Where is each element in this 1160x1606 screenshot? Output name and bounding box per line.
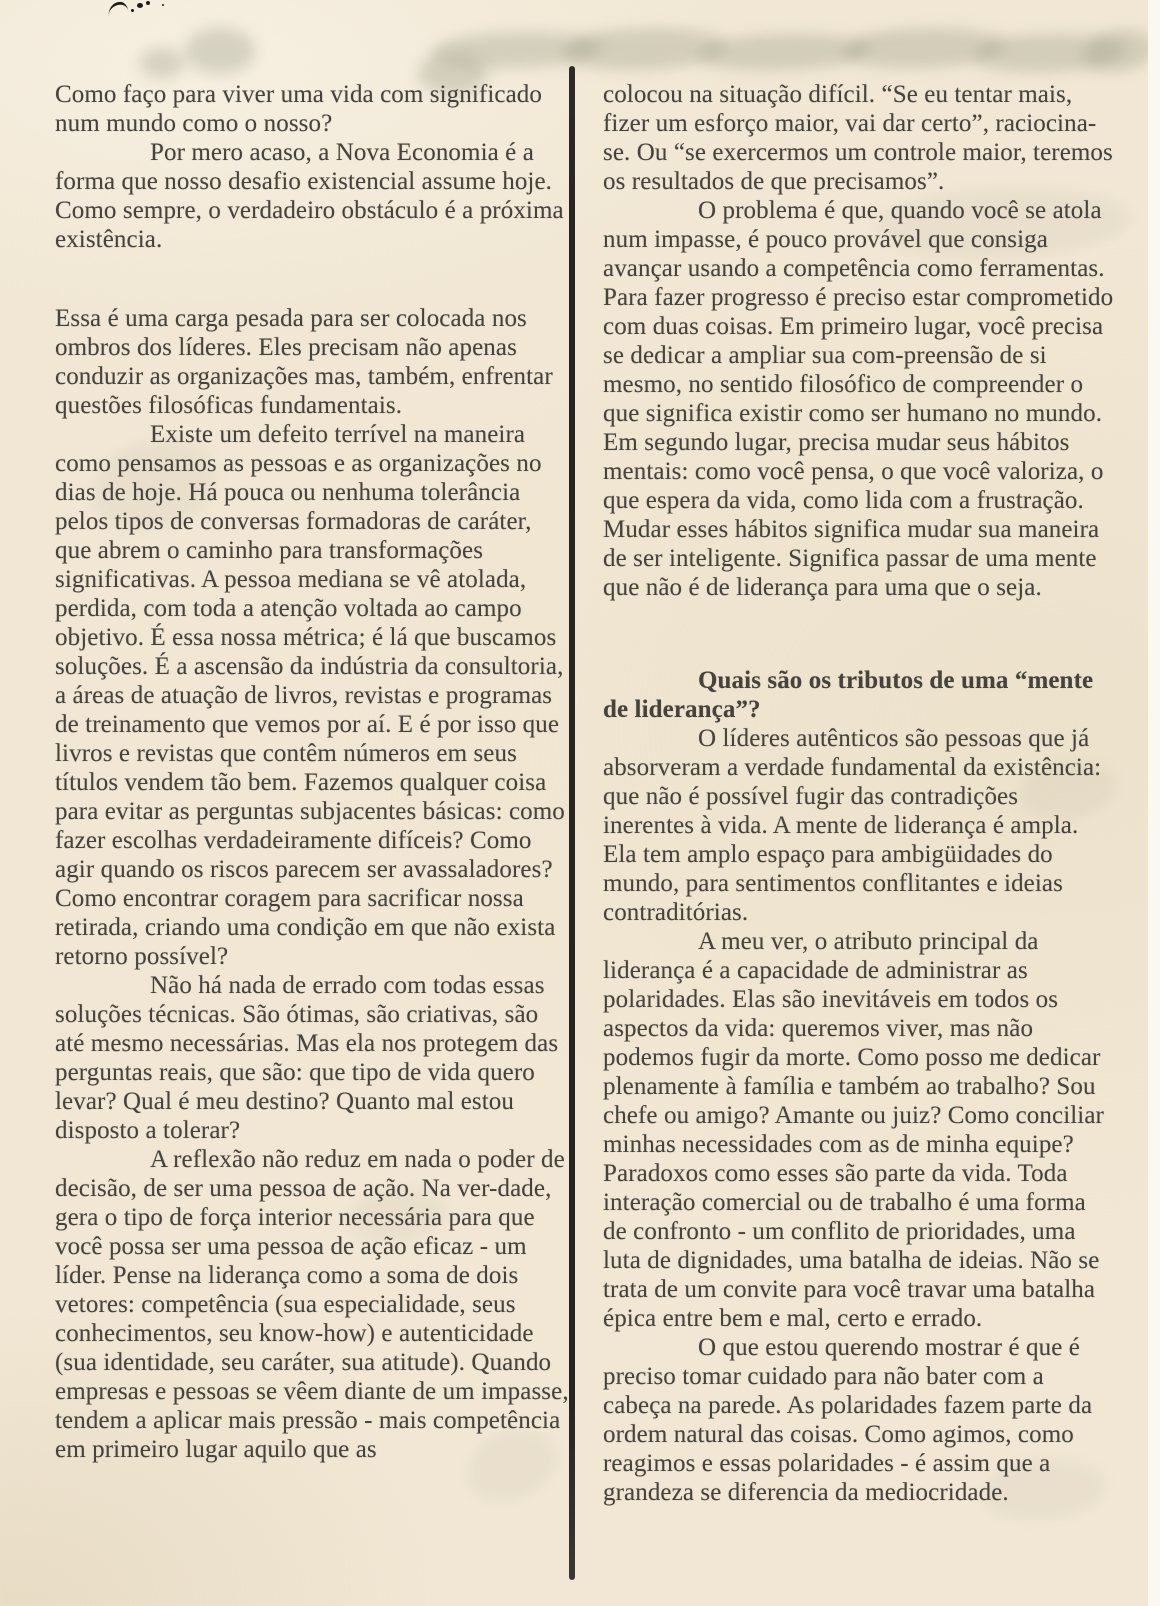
body-paragraph: colocou na situação difícil. “Se eu tentar mais, fizer um esforço maior, vai dar certo”, raciocina-se. Ou “se exercermos um controle maior, teremos os resultados de que precisamos”. [603, 81, 1113, 195]
bleedthrough-smudge [185, 28, 255, 74]
ink-speck [137, 3, 143, 8]
interview-question-heading: Quais são os tributos de uma “mente de liderança”? [603, 667, 1094, 723]
left-text-column [55, 80, 569, 1464]
bleedthrough-smudge [140, 48, 184, 78]
scan-edge-strip [1148, 0, 1160, 1606]
body-paragraph: Existe um defeito terrível na maneira como pensamos as pessoas e as organizações no dias de hoje. Há pouca ou nenhuma tolerância pelos tipos de conversas formadoras de caráter, que abrem o caminho para transformações significativas. A pessoa mediana se vê atolada, perdida, com toda a atenção voltada ao campo objetivo. É essa nossa métrica; é lá que buscamos soluções. É a ascensão da indústria da consultoria, a áreas de atuação de livros, revistas e programas de treinamento que vemos por aí. E é por isso que livros e revistas que contêm números em seus títulos vendem tão bem. Fazemos qualquer coisa para evitar as perguntas subjacentes básicas: como fazer escolhas verdadeiramente difíceis? Como agir quando os riscos parecem ser avassaladores? Como encontrar coragem para sacrificar nossa retirada, criando uma condição em que não exista retorno possível? [55, 421, 565, 970]
ink-speck [162, 4, 164, 6]
right-text-column [603, 80, 1115, 1507]
ink-speck [146, 1, 150, 5]
body-paragraph: O que estou querendo mostrar é que é preciso tomar cuidado para não bater com a cabeça na parede. As polaridades fazem parte da ordem natural das coisas. Como agimos, como reagimos e essas polaridades - é assim que a grandeza se diferencia da mediocridade. [603, 1334, 1093, 1506]
column-divider-rule [569, 66, 575, 1580]
body-paragraph: O líderes autênticos são pessoas que já absorveram a verdade fundamental da existência: que não é possível fugir das contradições inerentes à vida. A mente de liderança é ampla. Ela tem amplo espaço para ambigüidades do mundo, para sentimentos conflitantes e ideias contraditórias. [603, 725, 1102, 926]
body-paragraph: Como faço para viver uma vida com significado num mundo como o nosso? [55, 81, 542, 137]
ink-speck [131, 9, 134, 12]
body-paragraph: Essa é uma carga pesada para ser colocada nos ombros dos líderes. Eles precisam não apenas conduzir as organizações mas, também, enfrentar questões filosóficas fundamentais. [55, 305, 553, 419]
body-paragraph: Não há nada de errado com todas essas soluções técnicas. São ótimas, são criativas, são até mesmo necessárias. Mas ela nos protegem das perguntas reais, que são: que tipo de vida quero levar? Qual é meu destino? Quanto mal estou disposto a tolerar? [55, 972, 559, 1144]
body-paragraph: A reflexão não reduz em nada o poder de decisão, de ser uma pessoa de ação. Na ver-dade, gera o tipo de força interior necessária para que você possa ser uma pessoa de ação eficaz - um líder. Pense na liderança como a soma de dois vetores: competência (sua especialidade, seus conhecimentos, seu know-how) e autenticidade (sua identidade, seu caráter, sua atitude). Quando empresas e pessoas se vêem diante de um impasse, tendem a aplicar mais pressão - mais competência em primeiro lugar aquilo que as [55, 1146, 569, 1463]
body-paragraph: A meu ver, o atributo principal da liderança é a capacidade de administrar as polaridades. Elas são inevitáveis em todos os aspectos da vida: queremos viver, mas não podemos fugir da morte. Como posso me dedicar plenamente à família e também ao trabalho? Sou chefe ou amigo? Amante ou juiz? Como conciliar minhas necessidades com as de minha equipe? Paradoxos como esses são parte da vida. Toda interação comercial ou de trabalho é uma forma de confronto - um conflito de prioridades, uma luta de dignidades, uma batalha de ideias. Não se trata de um convite para você travar uma batalha épica entre bem e mal, certo e errado. [603, 928, 1104, 1332]
ink-speck [107, 1, 128, 16]
body-paragraph: Por mero acaso, a Nova Economia é a forma que nosso desafio existencial assume hoje. Como sempre, o verdadeiro obstáculo é a próxima existência. [55, 139, 564, 253]
body-paragraph: O problema é que, quando você se atola num impasse, é pouco provável que consiga avançar usando a competência como ferramentas. Para fazer progresso é preciso estar comprometido com duas coisas. Em primeiro lugar, você precisa se dedicar a ampliar sua com-preensão de si mesmo, no sentido filosófico de compreender o que significa existir como ser humano no mundo. Em segundo lugar, precisa mudar seus hábitos mentais: como você pensa, o que você valoriza, o que espera da vida, como lida com a frustração. Mudar esses hábitos significa mudar sua maneira de ser inteligente. Significa passar de uma mente que não é de liderança para uma que o seja. [603, 197, 1114, 601]
